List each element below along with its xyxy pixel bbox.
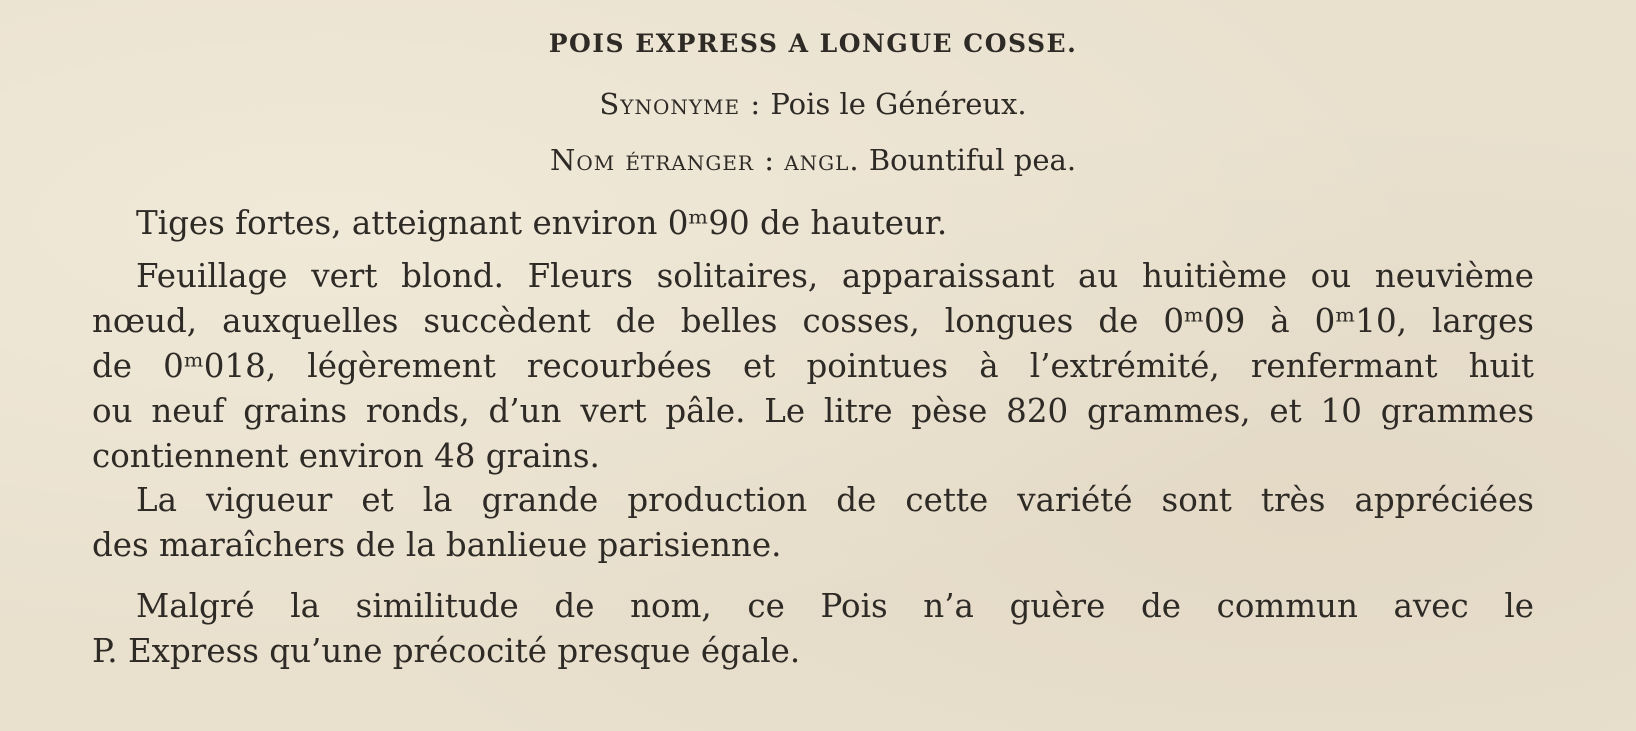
foreign-name-value: Bountiful pea. — [868, 143, 1077, 177]
paragraph-line: ou neuf grains ronds, d’un vert pâle. Le litre pèse 820 grammes, et 10 grammes — [92, 392, 1534, 430]
foreign-language: angl. — [784, 143, 860, 177]
paragraph-line: Malgré la similitude de nom, ce Pois n’a guère de commun avec le — [136, 587, 1534, 625]
synonym-label: Synonyme : — [599, 87, 762, 121]
synonym-value: Pois le Généreux. — [770, 87, 1027, 121]
paragraph-line: Feuillage vert blond. Fleurs solitaires, apparaissant au huitième ou neuvième — [136, 257, 1534, 295]
foreign-name-line — [92, 140, 1534, 180]
paragraph-description — [92, 254, 1534, 479]
paragraph-line: La vigueur et la grande production de cette variété sont très appréciées — [136, 481, 1534, 519]
foreign-name-label: Nom étranger : — [549, 143, 775, 177]
entry-title: POIS EXPRESS A LONGUE COSSE. — [548, 29, 1078, 58]
paragraph-line: des maraîchers de la banlieue parisienne. — [92, 526, 782, 564]
paragraph-line: contiennent environ 48 grains. — [92, 437, 600, 475]
paragraph-line: de 0ᵐ018, légèrement recourbées et pointues à l’extrémité, renfermant huit — [92, 347, 1534, 385]
synonym-line — [92, 84, 1534, 124]
paragraph-line: P. Express qu’une précocité presque égale. — [92, 632, 801, 670]
paragraph-line: Tiges fortes, atteignant environ 0ᵐ90 de hauteur. — [136, 204, 948, 242]
paragraph-comparison — [92, 584, 1534, 674]
paragraph-line: nœud, auxquelles succèdent de belles cosses, longues de 0ᵐ09 à 0ᵐ10, larges — [92, 302, 1534, 340]
paragraph-vigor — [92, 478, 1534, 568]
document-page — [92, 0, 1534, 731]
paragraph-stems — [92, 201, 1534, 246]
